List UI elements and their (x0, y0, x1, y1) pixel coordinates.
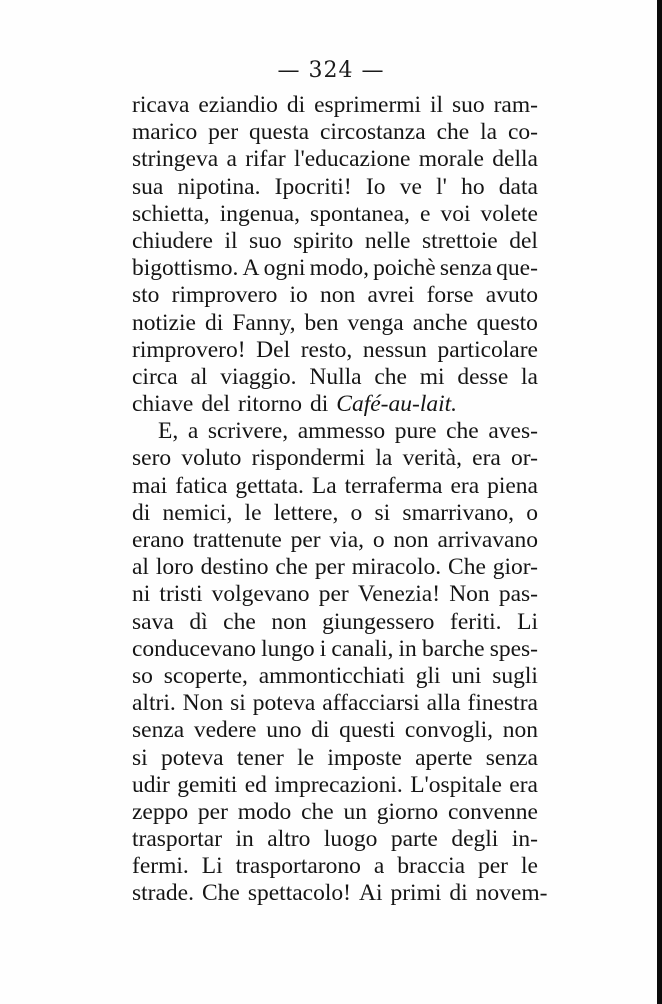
word: A (242, 255, 260, 282)
word: del (201, 391, 231, 418)
text-line (132, 745, 538, 772)
word: morale (418, 146, 484, 173)
word: giungessero (322, 608, 435, 635)
word: uno (266, 717, 302, 744)
word: particolare (437, 336, 538, 363)
text-line (132, 772, 538, 799)
word: strettoie (422, 227, 498, 254)
word: al (132, 554, 149, 581)
word: di (311, 717, 330, 744)
page-edge (657, 0, 662, 1004)
text-line (132, 473, 538, 500)
word: ammonticchiati (258, 662, 405, 689)
text-line (132, 174, 538, 201)
word: rispondermi (251, 445, 366, 472)
word: chiudere (132, 227, 213, 254)
word: rimprovero (171, 282, 278, 309)
word: di (449, 880, 468, 907)
word: ben (304, 309, 339, 336)
word: Li (517, 608, 538, 635)
paragraph (132, 418, 548, 907)
word: barche (421, 635, 485, 662)
word: modo (237, 798, 292, 825)
word: si (230, 690, 246, 717)
word: Che (202, 880, 240, 907)
word: luogo (323, 826, 378, 853)
word: terraferma (344, 472, 443, 499)
text-line (132, 690, 538, 717)
word: La (311, 472, 337, 499)
word: canali, (331, 635, 394, 662)
text-line (132, 826, 538, 853)
word: esprimermi (314, 92, 422, 118)
word: senza (439, 255, 493, 282)
word: modo, (309, 255, 369, 282)
word: che (301, 798, 334, 825)
text-line (132, 799, 538, 826)
text-line (132, 337, 538, 364)
word: L'ospitale (410, 771, 502, 798)
word: fermi. (132, 853, 189, 880)
word: marico (132, 119, 198, 146)
text-line (132, 853, 538, 880)
word: gettata. (235, 472, 304, 499)
word: lettere, (273, 499, 339, 526)
word: circa (132, 363, 178, 390)
word: spes- (489, 635, 538, 662)
word: in (235, 826, 254, 853)
word: dì (189, 608, 208, 635)
word: feriti. (450, 608, 502, 635)
word: le (297, 744, 315, 771)
word: suo (249, 227, 282, 254)
word: or- (511, 445, 538, 472)
word: smarrivano, (402, 499, 515, 526)
word: avuto (485, 282, 538, 309)
word: voluto (181, 445, 242, 472)
word: volgevano (211, 581, 310, 608)
word: sava (132, 608, 174, 635)
word: al (190, 363, 208, 390)
text-line (132, 391, 538, 418)
word: a (226, 146, 237, 173)
word: Nulla (309, 363, 362, 390)
word: viaggio. (220, 363, 297, 390)
word: Io (365, 173, 386, 200)
text-line (132, 310, 538, 337)
word: scoperte, (163, 662, 248, 689)
word: ed (244, 771, 267, 798)
word: la (375, 445, 393, 472)
word: la (480, 119, 498, 146)
word: per (314, 554, 345, 581)
word: poteva (252, 690, 316, 717)
word: imprecazioni. (274, 771, 403, 798)
word: Non (449, 581, 490, 608)
word: era (509, 771, 538, 798)
word: aperte (415, 744, 473, 771)
word: aves- (488, 418, 538, 445)
text-line (132, 636, 538, 663)
word: parte (390, 826, 438, 853)
word: non (320, 282, 356, 309)
word: affacciarsi (322, 690, 420, 717)
word: Fanny, (232, 309, 296, 336)
word: per (318, 581, 349, 608)
word: resto, (300, 336, 353, 363)
word: non (393, 527, 429, 553)
text-line (132, 554, 538, 581)
word: conducevano (132, 635, 256, 662)
word: udir (132, 771, 170, 798)
word: sto (132, 282, 160, 309)
word: forse (426, 282, 474, 309)
text-line (132, 527, 538, 554)
word: convenne (447, 798, 538, 825)
word: volete (480, 200, 538, 227)
text-line (132, 717, 538, 744)
word: scrivere, (207, 418, 289, 445)
word: era (450, 472, 480, 499)
word: venga (347, 309, 404, 336)
word: altri. (132, 690, 176, 717)
word: schietta, (132, 200, 210, 227)
word: Del (256, 336, 291, 363)
word: poteva (160, 744, 224, 771)
word: desse (457, 363, 509, 390)
word: e (419, 200, 431, 227)
word: ram- (493, 92, 538, 118)
word: che (275, 554, 308, 581)
word: loro (155, 554, 194, 581)
word: pure (394, 418, 437, 445)
word: di (286, 92, 306, 118)
word: non (271, 608, 307, 635)
word: Che (448, 554, 486, 581)
word: o (526, 499, 538, 526)
word: verità, (402, 445, 462, 472)
word: stringeva (132, 146, 219, 173)
word: so (132, 662, 153, 689)
word: si (132, 744, 148, 771)
text-line (132, 364, 538, 391)
word: piena (487, 472, 538, 499)
word: fatica (175, 472, 228, 499)
word: primi (390, 880, 442, 907)
text-line (132, 282, 538, 309)
word: eziandio (198, 92, 278, 118)
word: questi (339, 717, 396, 744)
text-line (132, 146, 538, 173)
word: che (223, 608, 256, 635)
word: rifar (245, 146, 286, 173)
paragraph (132, 92, 538, 418)
word: sero (132, 445, 172, 472)
word: questa (249, 119, 310, 146)
word: zeppo (132, 798, 189, 825)
word: data (498, 173, 538, 200)
word: vedere (193, 717, 257, 744)
word: convogli, (404, 717, 494, 744)
word: rimprovero! (132, 336, 246, 363)
word: nemici, (162, 499, 233, 526)
word: in- (511, 826, 538, 853)
word: le (244, 499, 262, 526)
word: uni (451, 662, 482, 689)
word: ritorno (238, 391, 303, 418)
word: spettacolo! (247, 880, 351, 907)
word: trattenute (193, 527, 282, 553)
word: via, (329, 527, 365, 553)
word: gemiti (177, 771, 238, 798)
word: strade. (132, 880, 194, 907)
word: gli (415, 662, 441, 689)
word: che (436, 119, 470, 146)
word: bigottismo. (132, 255, 239, 282)
word: a (187, 418, 199, 445)
word: che (374, 363, 407, 390)
word: giorno (376, 798, 439, 825)
word: erano (132, 527, 185, 553)
word: trasportarono (235, 853, 361, 880)
word: senza (132, 717, 185, 744)
italic-word: Café-au-lait. (336, 391, 458, 418)
word: E, (158, 418, 179, 445)
text-line (132, 445, 538, 472)
text-line (132, 228, 538, 255)
body-text (132, 92, 548, 908)
word: che (446, 418, 479, 445)
word: l'educazione (293, 146, 411, 173)
word: anche (412, 309, 468, 336)
word: le (520, 853, 538, 880)
word: a (373, 853, 385, 880)
text-line (132, 581, 538, 608)
text-line (132, 609, 538, 636)
word: Venezia! (357, 581, 441, 608)
word: per (208, 119, 239, 146)
word: pas- (498, 581, 538, 608)
word: ingenua, (219, 200, 300, 227)
word: lungo (261, 635, 315, 662)
word: ni (132, 581, 151, 608)
word: di (205, 309, 224, 336)
word: ammesso (297, 418, 386, 445)
word: degli (451, 826, 499, 853)
word: nessun (362, 336, 427, 363)
word: notizie (132, 309, 196, 336)
word: alla (426, 690, 461, 717)
word: del (509, 227, 538, 254)
word: per (197, 798, 228, 825)
word: spontanea, (310, 200, 410, 227)
text-line (132, 663, 538, 690)
word: spirito (293, 227, 354, 254)
word: Li (201, 853, 223, 880)
text-line (132, 880, 548, 907)
text-line (132, 418, 538, 445)
word: la (521, 363, 538, 390)
page-number: — 324 — (277, 58, 385, 83)
word: un (343, 798, 367, 825)
text-line (132, 500, 538, 527)
word: senza (485, 744, 538, 771)
word: braccia (397, 853, 466, 880)
word: il (430, 92, 444, 118)
word: que- (496, 255, 538, 282)
word: mai (132, 472, 168, 499)
word: ho (461, 173, 485, 200)
word: co- (507, 119, 538, 146)
word: Ai (358, 880, 383, 907)
word: i (319, 635, 327, 662)
word: novem- (475, 880, 548, 907)
word: destino (200, 554, 269, 581)
text-line (132, 255, 538, 282)
word: mi (419, 363, 445, 390)
word: o (350, 499, 363, 526)
word: avrei (367, 282, 415, 309)
word: o (372, 527, 385, 553)
word: trasportar (132, 826, 223, 853)
word: non (502, 717, 538, 744)
word: finestra (467, 690, 538, 717)
word: poichè (373, 255, 436, 282)
word: ogni (263, 255, 306, 282)
word: di (132, 499, 151, 526)
word: per (477, 853, 508, 880)
word: tristi (159, 581, 203, 608)
word: nelle (364, 227, 411, 254)
word: miracolo. (351, 554, 442, 581)
word: tener (236, 744, 284, 771)
word: Non (182, 690, 224, 717)
word: suo (452, 92, 485, 118)
word: era (472, 445, 501, 472)
word: ve (399, 173, 422, 200)
word: della (492, 146, 538, 173)
word: si (374, 499, 391, 526)
word: arrivavano (437, 527, 538, 553)
text-line (132, 119, 538, 146)
text-line (132, 201, 538, 228)
word: gior- (492, 554, 538, 581)
word: in (398, 635, 417, 662)
word: Ipocriti! (274, 173, 352, 200)
word: per (290, 527, 321, 553)
word: chiave (132, 391, 194, 418)
word: circostanza (319, 119, 426, 146)
word: sua (132, 173, 164, 200)
word: di (310, 391, 329, 418)
word: altro (267, 826, 311, 853)
word: il (224, 227, 238, 254)
word: io (289, 282, 308, 309)
word: questo (476, 309, 538, 336)
word: imposte (327, 744, 402, 771)
text-line (132, 92, 538, 119)
word: l' (436, 173, 447, 200)
word: voi (440, 200, 471, 227)
word: nipotina. (177, 173, 261, 200)
word: ricava (132, 92, 190, 118)
word: sugli (492, 662, 538, 689)
